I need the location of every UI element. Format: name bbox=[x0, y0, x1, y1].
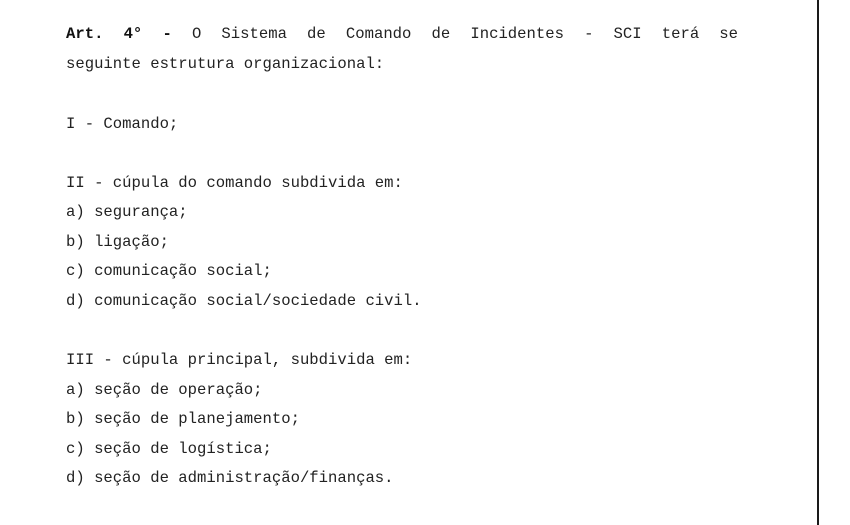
section-ii-item-a: a) segurança; bbox=[66, 203, 188, 221]
section-ii-item-b: b) ligação; bbox=[66, 233, 169, 251]
article-number: 4° bbox=[123, 25, 143, 43]
section-ii-item-c: c) comunicação social; bbox=[66, 262, 272, 280]
section-iii-item-c: c) seção de logística; bbox=[66, 440, 272, 458]
section-iii-heading: III - cúpula principal, subdivida em: bbox=[66, 351, 413, 369]
section-iii-item-b: b) seção de planejamento; bbox=[66, 410, 300, 428]
article-intro-text: O Sistema de Comando de Incidentes - SCI terá se bbox=[191, 25, 739, 43]
section-iii-item-a: a) seção de operação; bbox=[66, 381, 263, 399]
article-intro-line-2: seguinte estrutura organizacional: bbox=[66, 55, 385, 73]
page-border bbox=[817, 0, 819, 525]
article-intro-line-1 bbox=[66, 24, 738, 44]
section-ii-item-d: d) comunicação social/sociedade civil. bbox=[66, 292, 422, 310]
section-i-heading: I - Comando; bbox=[66, 115, 179, 133]
section-iii-item-d: d) seção de administração/finanças. bbox=[66, 469, 394, 487]
article-dash: - bbox=[162, 25, 172, 43]
section-ii-heading: II - cúpula do comando subdivida em: bbox=[66, 174, 403, 192]
article-label: Art. bbox=[66, 25, 104, 43]
